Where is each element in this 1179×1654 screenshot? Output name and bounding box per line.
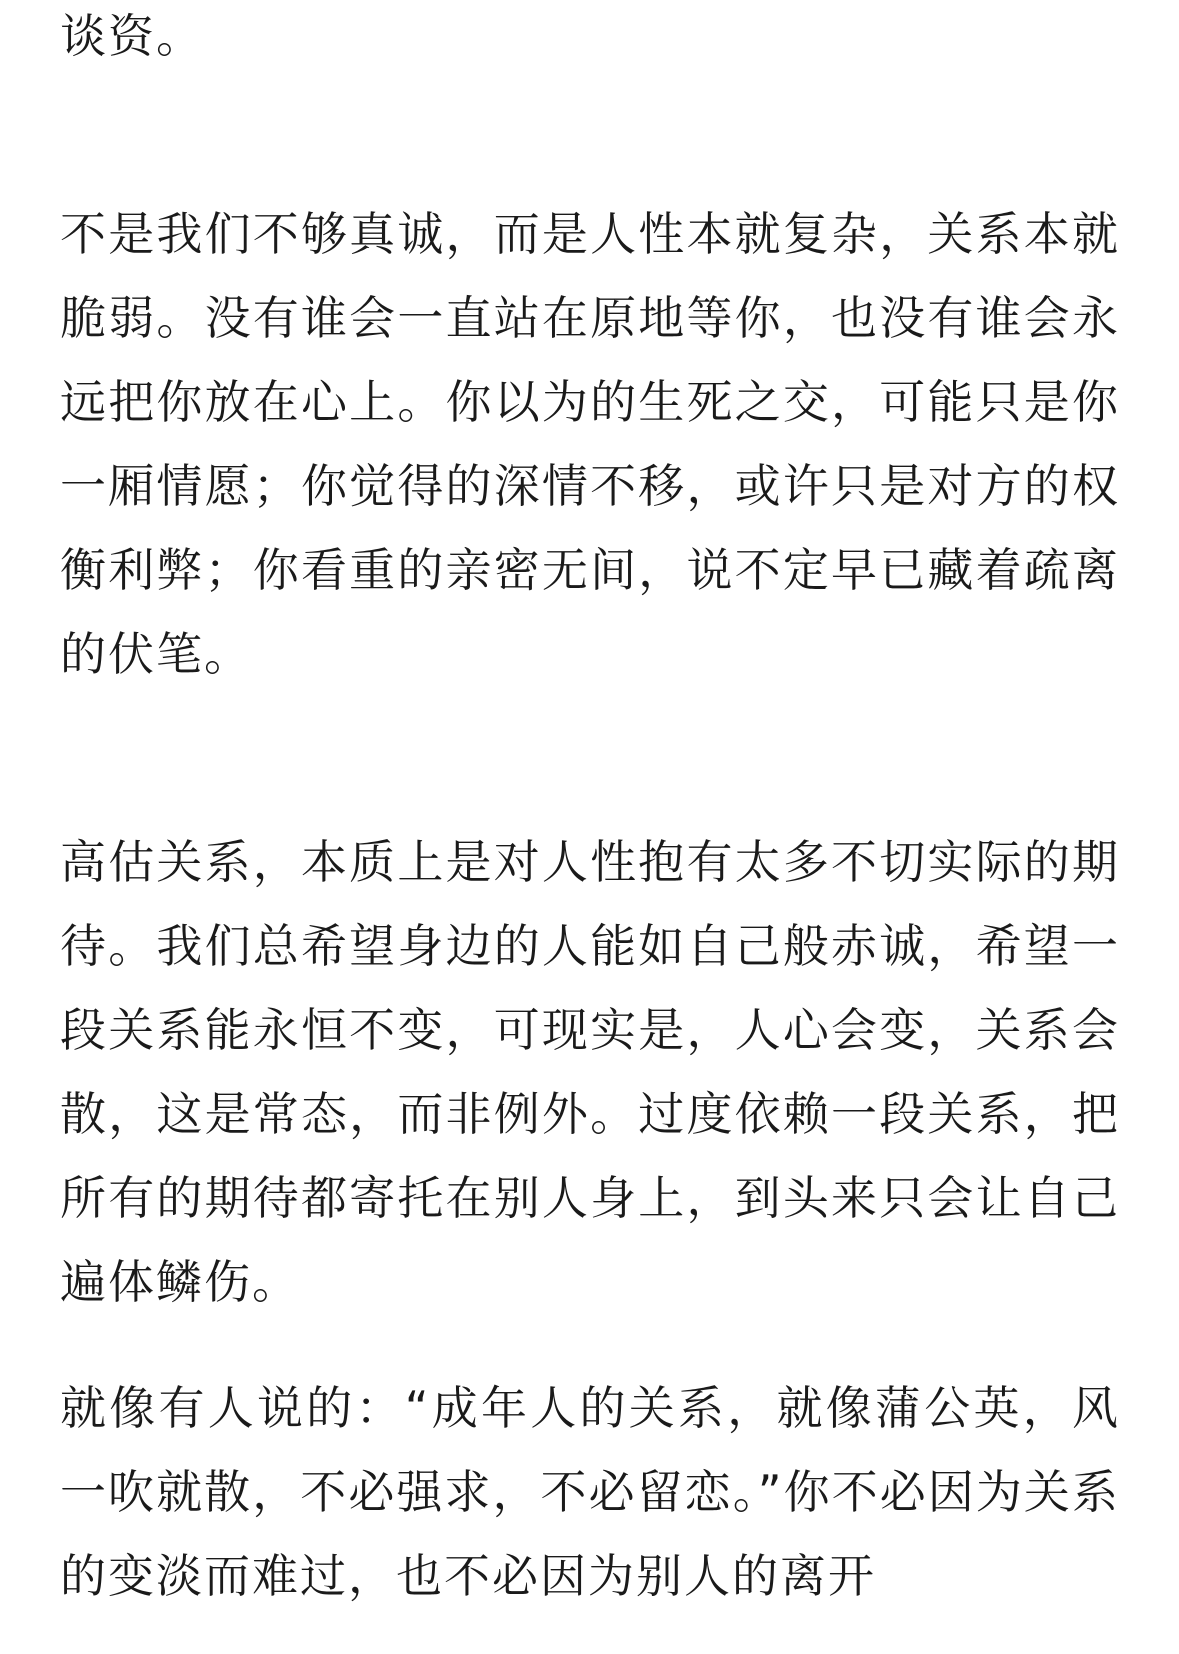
paragraph: 就像有人说的：“成年人的关系，就像蒲公英，风一吹就散，不必强求，不必留恋。”你不必因为关系的变淡而难过，也不必因为别人的离开 (60, 1381, 1120, 1603)
paragraph: 不是我们不够真诚，而是人性本就复杂，关系本就脆弱。没有谁会一直站在原地等你，也没有谁会永远把你放在心上。你以为的生死之交，可能只是你一厢情愿；你觉得的深情不移，或许只是对方的权衡利弊；你看重的亲密无间，说不定早已藏着疏离的伏笔。 (60, 207, 1120, 681)
paragraph: 高估关系，本质上是对人性抱有太多不切实际的期待。我们总希望身边的人能如自己般赤诚，希望一段关系能永恒不变，可现实是，人心会变，关系会散，这是常态，而非例外。过度依赖一段关系，把所有的期待都寄托在别人身上，到头来只会让自己遍体鳞伤。 (60, 835, 1120, 1309)
paragraph-fragment: 谈资。 (60, 9, 204, 63)
